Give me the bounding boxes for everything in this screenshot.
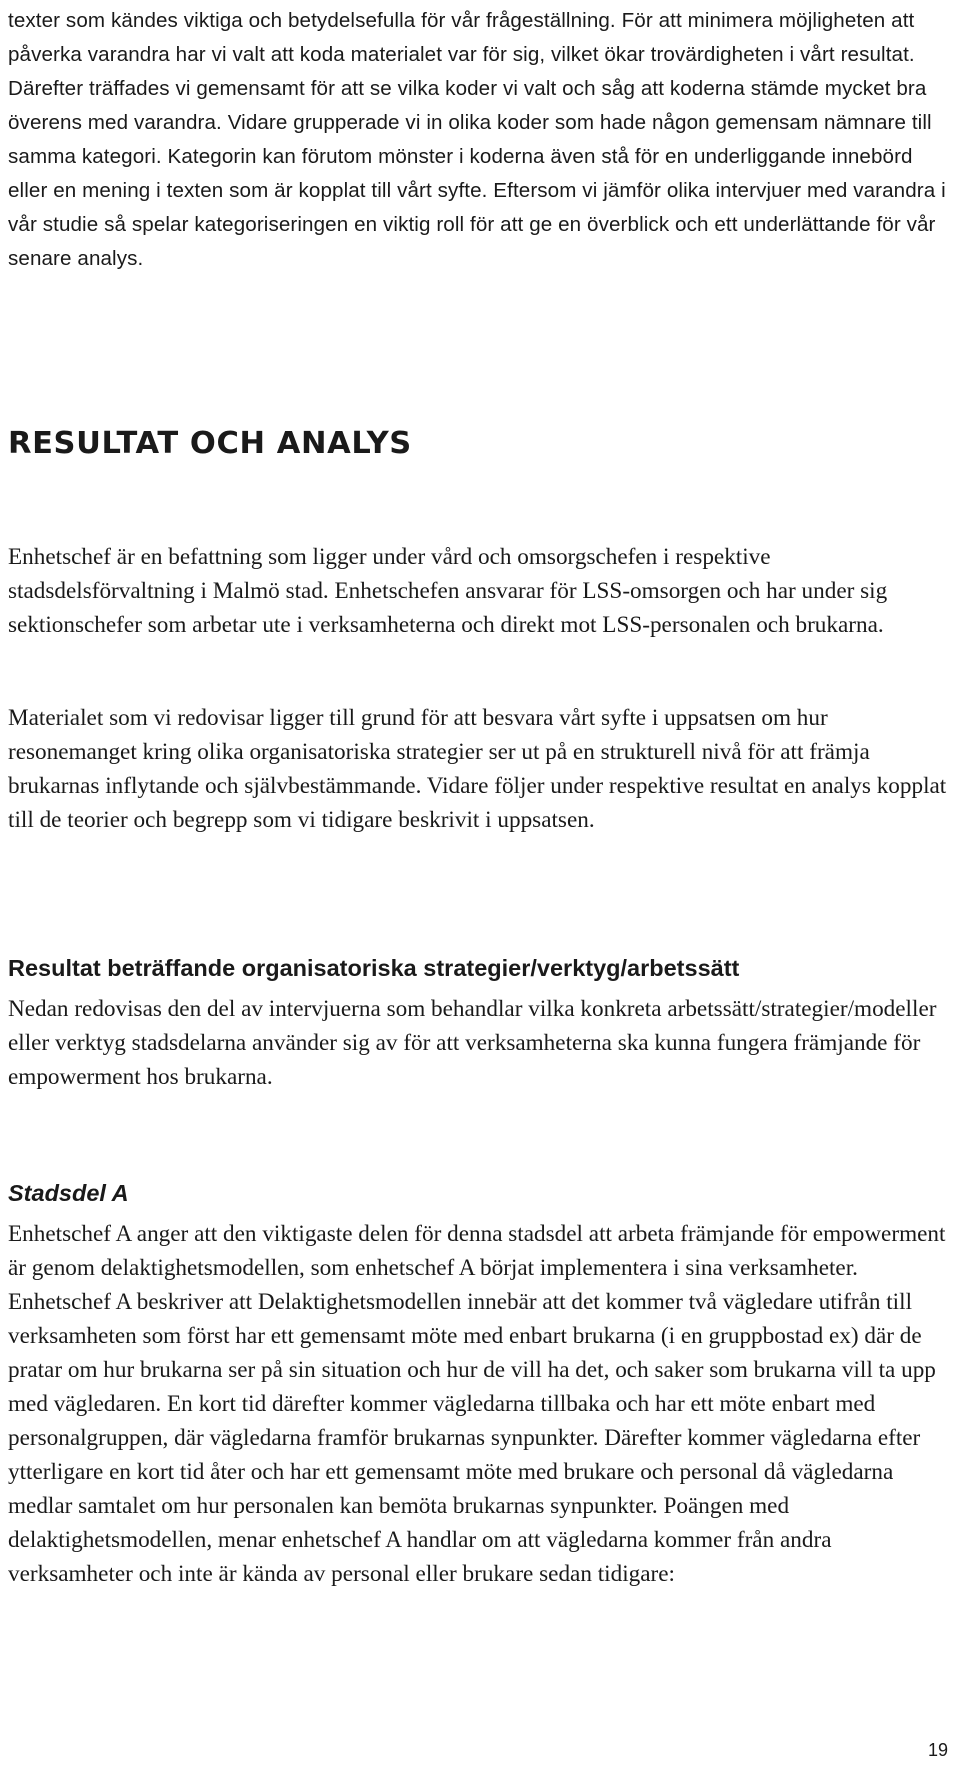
district-heading-stadsdel-a: Stadsdel A (8, 1180, 129, 1206)
paragraph-nedan-redovisas: Nedan redovisas den del av intervjuerna som behandlar vilka konkreta arbetssätt/strategier/modeller eller verktyg stadsdelarna använder sig av för att verksamheterna ska kunna fungera främjande för empowerment hos brukarna. (8, 996, 937, 1090)
paragraph-materialet: Materialet som vi redovisar ligger till grund för att besvara vårt syfte i uppsatsen om hur resonemanget kring olika organisatoriska strategier ser ut på en strukturell nivå för att främja brukarnas inflytande och självbestämmande. Vidare följer under respektive resultat en analys kopplat till de teorier och begrepp som vi tidigare beskrivit i uppsatsen. (8, 705, 947, 833)
paragraph-stadsdel-a: Enhetschef A anger att den viktigaste delen för denna stadsdel att arbeta främjande för empowerment är genom delaktighetsmodellen, som enhetschef A börjat implementera i sina verksamheter. Enhetschef A beskriver att Delaktighetsmodellen innebär att det kommer två vägledare utifrån till verksamheten som först har ett gemensamt möte med enbart brukarna (i en gruppbostad ex) där de pratar om hur brukarna ser på sin situation och hur de vill ha det, och saker som brukarna vill ta upp med vägledaren. En kort tid därefter kommer vägledarna tillbaka och har ett möte enbart med personalgruppen, där vägledarna framför brukarnas synpunkter. Därefter kommer vägledarna efter ytterligare en kort tid åter och har ett gemensamt möte med brukare och personal då vägledarna medlar samtalet om hur personalen kan bemöta brukarnas synpunkter. Poängen med delaktighetsmodellen, menar enhetschef A handlar om att vägledarna kommer från andra verksamheter och inte är kända av personal eller brukare sedan tidigare: (8, 1221, 946, 1587)
intro-paragraph: texter som kändes viktiga och betydelsefulla för vår frågeställning. För att minimera möjligheten att påverka varandra har vi valt att koda materialet var för sig, vilket ökar trovärdigheten i vårt resultat. Därefter träffades vi gemensamt för att se vilka koder vi valt och såg att koderna stämde mycket bra överens med varandra. Vidare grupperade vi in olika koder som hade någon gemensam nämnare till samma kategori. Kategorin kan förutom mönster i koderna även stå för en underliggande innebörd eller en mening i texten som är kopplat till vårt syfte. Eftersom vi jämför olika intervjuer med varandra i vår studie så spelar kategoriseringen en viktig roll för att ge en överblick och ett underlättande för vår senare analys. (8, 9, 946, 270)
section-heading-resultat-och-analys: RESULTAT OCH ANALYS (8, 426, 412, 461)
subsection-heading-strategier: Resultat beträffande organisatoriska strategier/verktyg/arbetssätt (8, 955, 740, 981)
paragraph-enhetschef: Enhetschef är en befattning som ligger under vård och omsorgschefen i respektive stadsdelsförvaltning i Malmö stad. Enhetschefen ansvarar för LSS-omsorgen och har under sig sektionschefer som arbetar ute i verksamheterna och direkt mot LSS-personalen och brukarna. (8, 544, 888, 638)
page-number: 19 (927, 1740, 948, 1760)
